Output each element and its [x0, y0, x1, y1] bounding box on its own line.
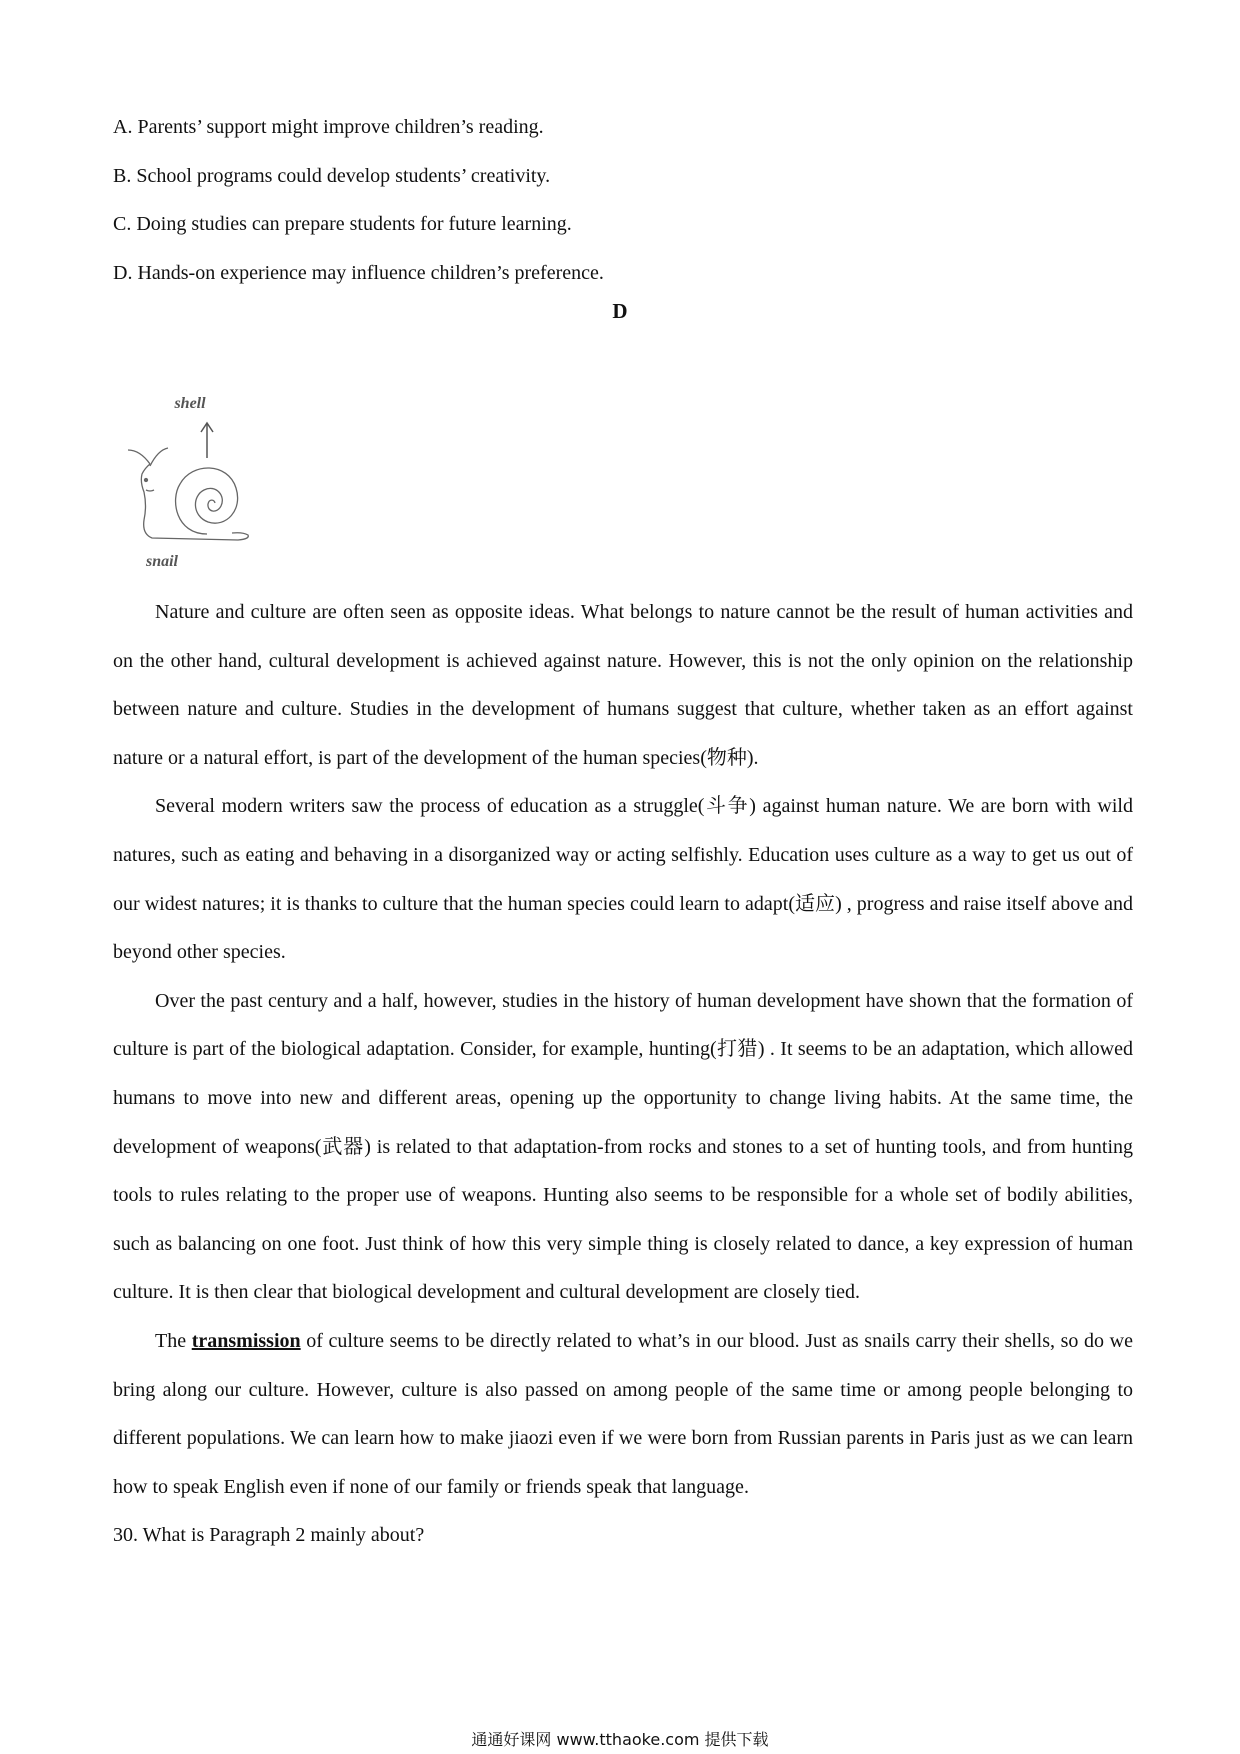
keyword-transmission: transmission — [191, 1329, 301, 1352]
snail-illustration — [120, 388, 260, 578]
arrow-icon — [201, 423, 213, 458]
option-c: C. Doing studies can prepare students for future learning. — [113, 213, 572, 235]
paragraph-4-start: The — [155, 1329, 192, 1352]
option-d: D. Hands-on experience may influence children’s preference. — [113, 261, 604, 284]
paragraph-4-rest: of culture seems to be directly related to what’s in our blood. Just as snails carry their shells, so do we bring along our culture. However, culture is also passed on among people of the same time or among people belonging to different populations. We can learn how to make jiaozi even if we were born from Russian parents in Paris just as we can learn how to speak English even if none of our family or friends speak that language. — [113, 1329, 1133, 1498]
page-footer: 通通好课网 www.tthaoke.com 提供下载 — [471, 1730, 769, 1749]
shell-label: shell — [174, 395, 206, 412]
option-a: A. Parents’ support might improve children’s reading. — [113, 116, 544, 138]
paragraph-4 — [113, 1317, 1133, 1511]
paragraph-2: Several modern writers saw the process of education as a struggle(斗争) against human nature. We are born with wild natures, such as eating and behaving in a disorganized way or acting selfishly. Education uses culture as a way to get us out of our widest natures; it is thanks to culture that the human species could learn to adapt(适应) , progress and raise itself above and beyond other species. — [113, 795, 1133, 964]
paragraph-3: Over the past century and a half, however, studies in the history of human development have shown that the formation of culture is part of the biological adaptation. Consider, for example, hunting(打猎) . It seems to be an adaptation, which allowed humans to move into new and different areas, opening up the opportunity to change living habits. At the same time, the development of weapons(武器) is related to that adaptation-from rocks and stones to a set of hunting tools, and from hunting tools to rules relating to the proper use of weapons. Hunting also seems to be responsible for a whole set of bodily abilities, such as balancing on one foot. Just think of how this very simple thing is closely related to dance, a key expression of human culture. It is then clear that biological development and cultural development are closely tied. — [113, 989, 1133, 1304]
section-heading: D — [612, 299, 628, 323]
paragraph-1: Nature and culture are often seen as opposite ideas. What belongs to nature cannot be the result of human activities and on the other hand, cultural development is achieved against nature. However, this is not the only opinion on the relationship between nature and culture. Studies in the development of humans suggest that culture, whether taken as an effort against nature or a natural effort, is part of the development of the human species(物种). — [113, 601, 1133, 769]
snail-icon — [128, 448, 248, 540]
question-30: 30. What is Paragraph 2 mainly about? — [113, 1524, 425, 1547]
option-b: B. School programs could develop students’ creativity. — [113, 164, 551, 187]
reading-passage — [113, 588, 1133, 1560]
answer-options — [113, 103, 1133, 297]
snail-label: snail — [145, 553, 179, 570]
